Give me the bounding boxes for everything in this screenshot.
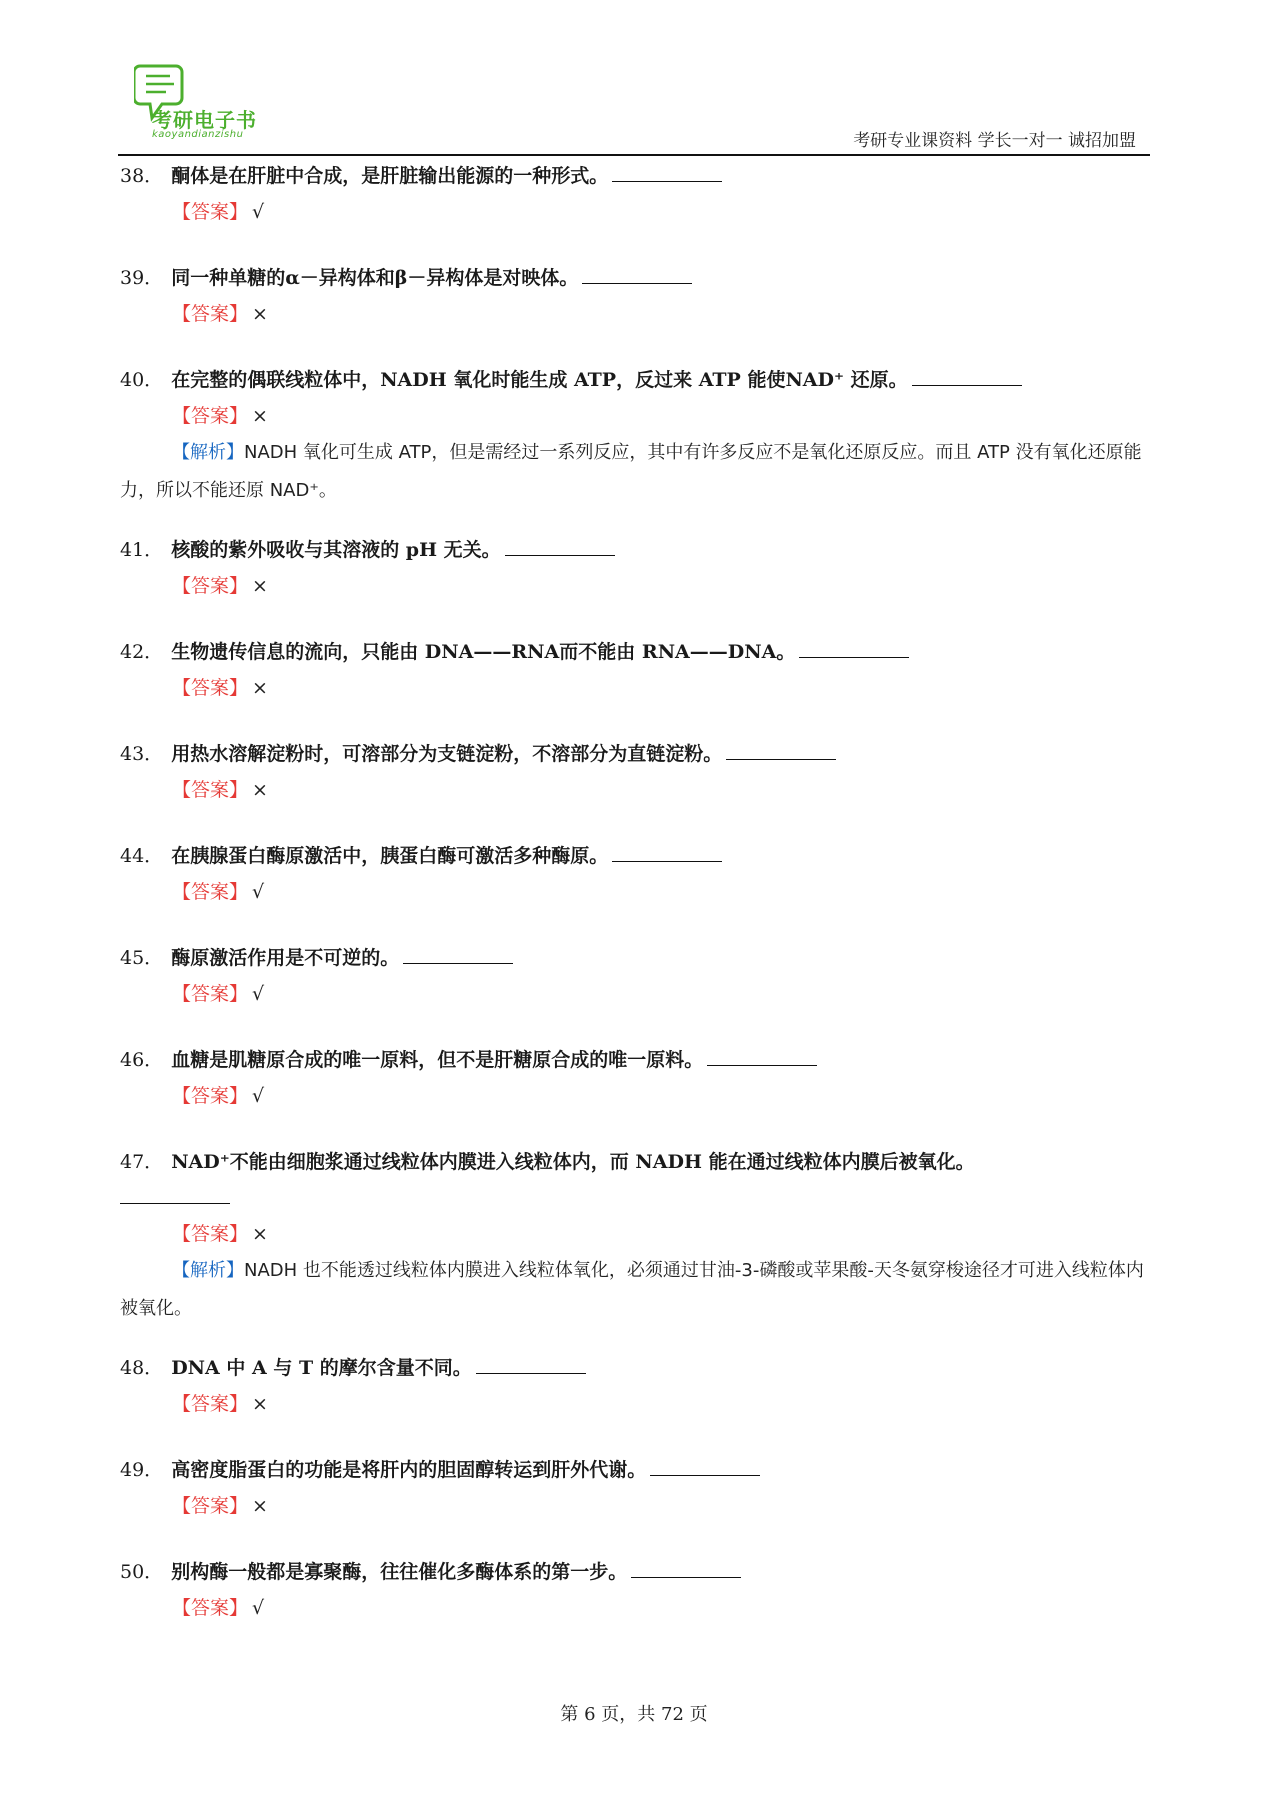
question-41 [120, 532, 1160, 568]
answer-blank [912, 365, 1022, 386]
page-header [118, 56, 1150, 158]
question-text: 血糖是肌糖原合成的唯一原料，但不是肝糖原合成的唯一原料。 [171, 1049, 704, 1071]
question-text: 高密度脂蛋白的功能是将肝内的胆固醇转运到肝外代谢。 [171, 1459, 647, 1481]
answer-blank [726, 739, 836, 760]
answer-47 [172, 1216, 1160, 1252]
answer-44 [172, 874, 1160, 910]
question-50 [120, 1554, 1160, 1590]
answer-value: × [252, 1393, 268, 1415]
question-42 [120, 634, 1160, 670]
question-number: 42． [120, 641, 164, 663]
explanation-47 [120, 1252, 1160, 1328]
answer-41 [172, 568, 1160, 604]
question-40 [120, 362, 1160, 398]
answer-43 [172, 772, 1160, 808]
answer-value: × [252, 1223, 268, 1245]
question-text: NAD⁺不能由细胞浆通过线粒体内膜进入线粒体内，而 NADH 能在通过线粒体内膜后被氧化。 [171, 1151, 975, 1173]
question-text: 核酸的紫外吸收与其溶液的 pH 无关。 [171, 539, 501, 561]
answer-value: × [252, 575, 268, 597]
question-number: 39． [120, 267, 164, 289]
question-text: 用热水溶解淀粉时，可溶部分为支链淀粉，不溶部分为直链淀粉。 [171, 743, 723, 765]
question-number: 38． [120, 165, 164, 187]
question-39 [120, 260, 1160, 296]
answer-blank [476, 1353, 586, 1374]
header-tagline: 考研专业课资料 学长一对一 诚招加盟 [853, 131, 1136, 151]
question-number: 50． [120, 1561, 164, 1583]
question-43 [120, 736, 1160, 772]
answer-value: √ [252, 881, 265, 903]
answer-39 [172, 296, 1160, 332]
question-number: 43． [120, 743, 164, 765]
question-text: 生物遗传信息的流向，只能由 DNA——RNA而不能由 RNA——DNA。 [171, 641, 796, 663]
question-49 [120, 1452, 1160, 1488]
question-number: 47． [120, 1151, 164, 1173]
answer-48 [172, 1386, 1160, 1422]
question-38 [120, 158, 1160, 194]
answer-38 [172, 194, 1160, 230]
explanation-label: 【解析】 [172, 442, 244, 463]
answer-49 [172, 1488, 1160, 1524]
answer-value: × [252, 405, 268, 427]
explanation-40 [120, 434, 1160, 510]
answer-value: √ [252, 1597, 265, 1619]
answer-label: 【答案】 [172, 1223, 249, 1245]
answer-label: 【答案】 [172, 575, 249, 597]
answer-label: 【答案】 [172, 779, 249, 801]
logo-text: 考研电子书 [152, 108, 257, 132]
answer-label: 【答案】 [172, 303, 249, 325]
explanation-label: 【解析】 [172, 1260, 244, 1281]
answer-blank [612, 161, 722, 182]
answer-50 [172, 1590, 1160, 1626]
answer-blank [582, 263, 692, 284]
question-number: 49． [120, 1459, 164, 1481]
question-45 [120, 940, 1160, 976]
question-number: 45． [120, 947, 164, 969]
answer-blank [707, 1045, 817, 1066]
explanation-text: NADH 也不能透过线粒体内膜进入线粒体氧化，必须通过甘油-3-磷酸或苹果酸-天冬氨穿梭途径才可进入线粒体内被氧化。 [120, 1260, 1144, 1319]
page-number: 第 6 页，共 72 页 [560, 1704, 708, 1725]
answer-label: 【答案】 [172, 1495, 249, 1517]
answer-value: √ [252, 201, 265, 223]
question-48 [120, 1350, 1160, 1386]
answer-label: 【答案】 [172, 983, 249, 1005]
question-text: DNA 中 A 与 T 的摩尔含量不同。 [171, 1357, 472, 1379]
question-47 [120, 1144, 1160, 1216]
answer-42 [172, 670, 1160, 706]
question-text: 酮体是在肝脏中合成，是肝脏输出能源的一种形式。 [171, 165, 609, 187]
answer-blank [505, 535, 615, 556]
answer-value: × [252, 779, 268, 801]
answer-label: 【答案】 [172, 1393, 249, 1415]
answer-blank [650, 1455, 760, 1476]
answer-value: × [252, 303, 268, 325]
question-number: 46． [120, 1049, 164, 1071]
question-number: 44． [120, 845, 164, 867]
explanation-text: NADH 氧化可生成 ATP，但是需经过一系列反应，其中有许多反应不是氧化还原反应。而且 ATP 没有氧化还原能力，所以不能还原 NAD⁺。 [120, 442, 1142, 501]
question-text: 别构酶一般都是寡聚酶，往往催化多酶体系的第一步。 [171, 1561, 628, 1583]
answer-value: × [252, 677, 268, 699]
question-number: 48． [120, 1357, 164, 1379]
answer-46 [172, 1078, 1160, 1114]
question-text: 酶原激活作用是不可逆的。 [171, 947, 400, 969]
answer-label: 【答案】 [172, 1597, 249, 1619]
question-44 [120, 838, 1160, 874]
question-text: 在完整的偶联线粒体中，NADH 氧化时能生成 ATP，反过来 ATP 能使NAD⁺ 还原。 [171, 369, 908, 391]
answer-label: 【答案】 [172, 201, 249, 223]
question-list [120, 158, 1160, 1626]
answer-value: √ [252, 1085, 265, 1107]
question-text: 在胰腺蛋白酶原激活中，胰蛋白酶可激活多种酶原。 [171, 845, 609, 867]
answer-blank [120, 1183, 230, 1204]
answer-blank [799, 637, 909, 658]
answer-blank [403, 943, 513, 964]
answer-label: 【答案】 [172, 405, 249, 427]
answer-blank [631, 1557, 741, 1578]
answer-label: 【答案】 [172, 881, 249, 903]
answer-blank [612, 841, 722, 862]
logo-subtext: kaoyandianzishu [152, 129, 244, 140]
question-46 [120, 1042, 1160, 1078]
answer-label: 【答案】 [172, 677, 249, 699]
header-divider [118, 154, 1150, 156]
question-text: 同一种单糖的α－异构体和β－异构体是对映体。 [171, 267, 579, 289]
answer-45 [172, 976, 1160, 1012]
answer-label: 【答案】 [172, 1085, 249, 1107]
answer-40 [172, 398, 1160, 434]
answer-value: √ [252, 983, 265, 1005]
question-number: 40． [120, 369, 164, 391]
answer-value: × [252, 1495, 268, 1517]
question-number: 41． [120, 539, 164, 561]
